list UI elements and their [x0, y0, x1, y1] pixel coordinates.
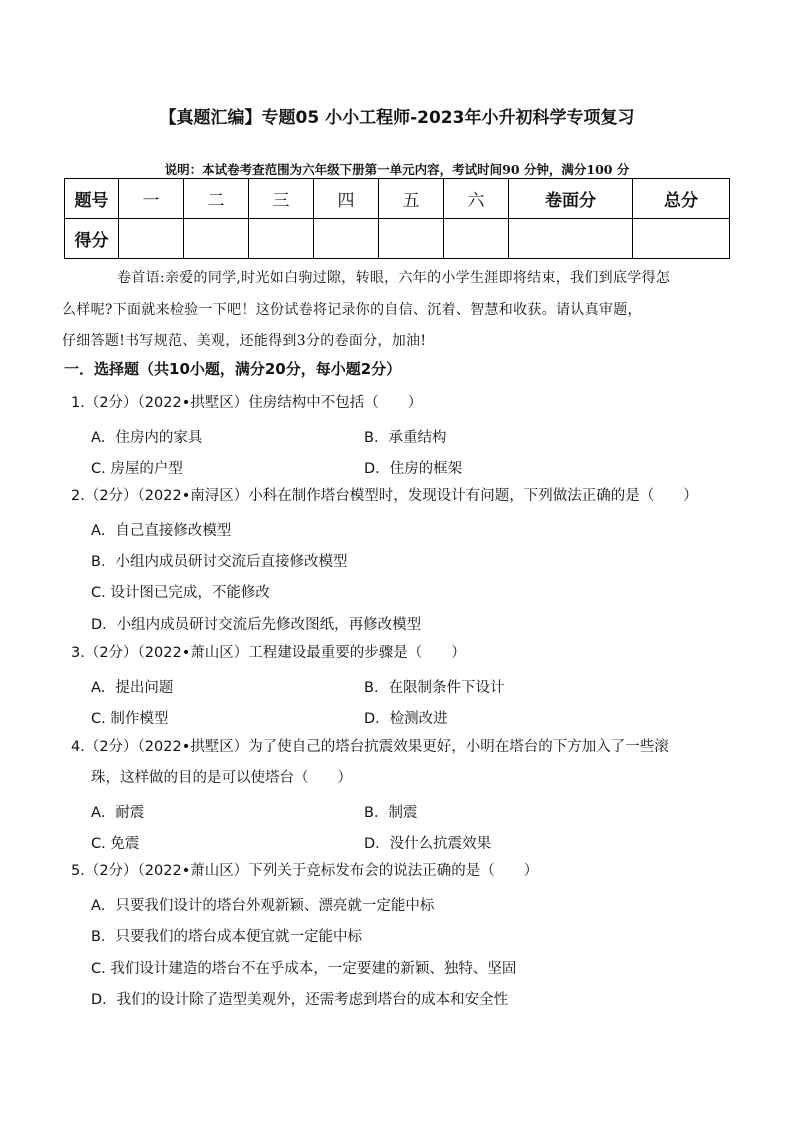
score-table-header-row: [65, 179, 730, 219]
score-cell[interactable]: [249, 219, 314, 259]
option-b[interactable]: B．在限制条件下设计: [364, 680, 505, 696]
intro-line: 么样呢?下面就来检验一下吧！这份试卷将记录你的自信、沉着、智慧和收获。请认真审题，: [62, 301, 642, 318]
option-b[interactable]: B．制震: [364, 805, 418, 821]
question-stem: 4.（2分）（2022•拱墅区）为了使自己的塔台抗震效果更好，小明在塔台的下方加入了一些滚: [71, 739, 669, 755]
score-header-cell: 总分: [633, 179, 730, 219]
option-c[interactable]: C. 我们设计建造的塔台不在乎成本，一定要建的新颖、独特、坚固: [91, 961, 517, 977]
document-title: 【真题汇编】专题05 小小工程师-2023年小升初科学专项复习: [159, 108, 635, 128]
score-header-label: 题号: [65, 179, 119, 219]
intro-paragraph: [62, 263, 729, 358]
score-table: [64, 178, 730, 259]
question-stem: 1.（2分）（2022•拱墅区）住房结构中不包括（ ）: [71, 395, 423, 411]
option-d[interactable]: D．小组内成员研讨交流后先修改图纸，再修改模型: [91, 617, 422, 633]
score-row-label: 得分: [65, 219, 119, 259]
score-cell[interactable]: [509, 219, 633, 259]
option-d[interactable]: D．我们的设计除了造型美观外，还需考虑到塔台的成本和安全性: [91, 992, 509, 1008]
option-a[interactable]: A．提出问题: [91, 680, 174, 696]
question-stem: 2.（2分）（2022•南浔区）小科在制作塔台模型时，发现设计有问题，下列做法正确的是（ ）: [71, 488, 698, 504]
score-cell[interactable]: [379, 219, 444, 259]
option-c[interactable]: C. 房屋的户型: [91, 461, 183, 477]
option-c[interactable]: C. 免震: [91, 836, 140, 852]
score-table-score-row: [65, 219, 730, 259]
score-header-cell: 五: [379, 179, 444, 219]
intro-line: 卷首语:亲爱的同学,时光如白驹过隙，转眼，六年的小学生涯即将结束，我们到底学得怎: [117, 270, 671, 286]
option-c[interactable]: C. 制作模型: [91, 711, 169, 727]
option-a[interactable]: A．自己直接修改模型: [91, 523, 232, 539]
score-header-cell: 卷面分: [509, 179, 633, 219]
option-a[interactable]: A．住房内的家具: [91, 430, 203, 446]
option-b[interactable]: B．只要我们的塔台成本便宜就一定能中标: [91, 929, 362, 945]
option-a[interactable]: A．只要我们设计的塔台外观新颖、漂亮就一定能中标: [91, 898, 435, 914]
option-d[interactable]: D．检测改进: [364, 711, 448, 727]
score-cell[interactable]: [184, 219, 249, 259]
option-b[interactable]: B．小组内成员研讨交流后直接修改模型: [91, 554, 348, 570]
score-header-cell: 三: [249, 179, 314, 219]
question-stem: 3.（2分）（2022•萧山区）工程建设最重要的步骤是（ ）: [71, 645, 466, 661]
score-cell[interactable]: [314, 219, 379, 259]
score-header-cell: 四: [314, 179, 379, 219]
option-d[interactable]: D．住房的框架: [364, 461, 463, 477]
option-c[interactable]: C. 设计图已完成，不能修改: [91, 585, 270, 601]
score-header-cell: 一: [119, 179, 184, 219]
option-b[interactable]: B．承重结构: [364, 430, 447, 446]
question-stem: 5.（2分）（2022•萧山区）下列关于竞标发布会的说法正确的是（ ）: [71, 863, 539, 879]
score-header-cell: 二: [184, 179, 249, 219]
score-cell[interactable]: [444, 219, 509, 259]
exam-note: 说明：本试卷考查范围为六年级下册第一单元内容，考试时间90 分钟，满分100 分: [164, 162, 630, 177]
score-header-cell: 六: [444, 179, 509, 219]
question-stem-continuation: 珠，这样做的目的是可以使塔台（ ）: [91, 770, 352, 786]
intro-line: 仔细答题!书写规范、美观，还能得到3分的卷面分，加油!: [62, 333, 427, 349]
option-d[interactable]: D．没什么抗震效果: [364, 836, 492, 852]
score-cell[interactable]: [633, 219, 730, 259]
score-cell[interactable]: [119, 219, 184, 259]
option-a[interactable]: A．耐震: [91, 805, 145, 821]
section-title: 一．选择题（共10小题，满分20分，每小题2分）: [64, 360, 402, 378]
